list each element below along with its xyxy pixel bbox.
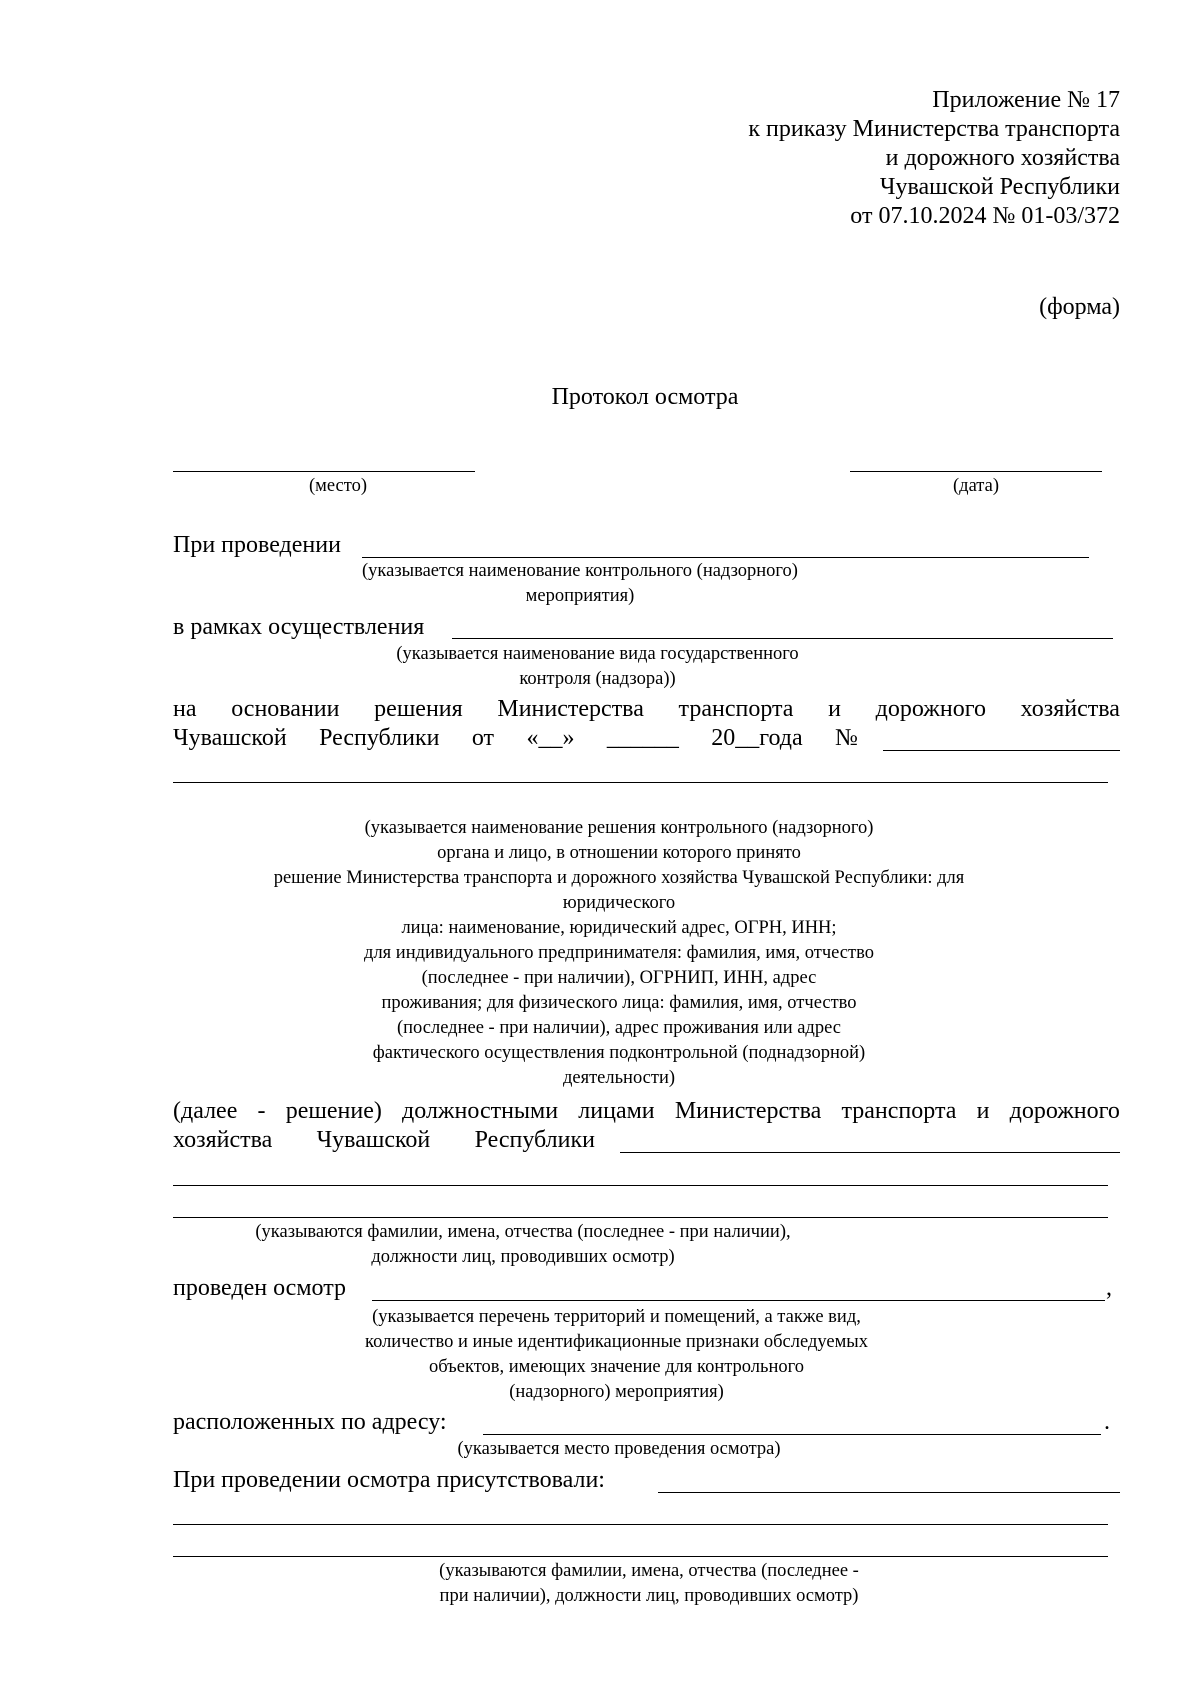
decision-month[interactable]: ______: [606, 725, 679, 751]
control-type-field-line[interactable]: [452, 638, 1113, 639]
address-caption: (указывается место проведения осмотра): [457, 1439, 781, 1459]
word: решение): [285, 1098, 382, 1124]
word: №: [835, 725, 858, 751]
inspection-label: проведен осмотр: [173, 1275, 346, 1301]
inspection-comma: ,: [1106, 1275, 1112, 1301]
address-label: расположенных по адресу:: [173, 1409, 447, 1435]
caption-line: решение Министерства транспорта и дорожного хозяйства Чувашской Республики: для: [273, 868, 965, 888]
officials-field-line-1[interactable]: [620, 1152, 1120, 1153]
form-label: (форма): [1039, 294, 1120, 320]
word: Министерства: [497, 696, 644, 722]
officials-field-line-3[interactable]: [173, 1217, 1108, 1218]
attendees-field-line-2[interactable]: [173, 1524, 1108, 1525]
word: и: [976, 1098, 990, 1124]
caption-line: для индивидуального предпринимателя: фамилия, имя, отчество: [364, 943, 874, 963]
caption-line: (последнее - при наличии), ОГРНИП, ИНН, адрес: [421, 968, 817, 988]
caption-line: лица: наименование, юридический адрес, ОГРН, ИНН;: [401, 918, 837, 938]
word: Чувашской: [316, 1127, 431, 1153]
control-type-caption-2: контроля (надзора)): [519, 669, 676, 689]
page-title: Протокол осмотра: [551, 384, 739, 410]
control-type-label: в рамках осуществления: [173, 614, 425, 640]
word: решения: [374, 696, 463, 722]
address-field-line[interactable]: [483, 1434, 1101, 1435]
officials-field-line-2[interactable]: [173, 1185, 1108, 1186]
decision-basis-line-1: [173, 697, 1120, 721]
event-caption-1: (указывается наименование контрольного (надзорного): [362, 561, 798, 581]
decision-basis-line-2: [173, 726, 858, 750]
inspection-field-line[interactable]: [372, 1300, 1105, 1301]
word: дорожного: [875, 696, 986, 722]
event-name-field-line[interactable]: [362, 557, 1089, 558]
word: основании: [231, 696, 340, 722]
date-caption: (дата): [953, 476, 999, 496]
word: -: [257, 1098, 266, 1124]
officials-line-1: [173, 1099, 1120, 1123]
word: Республики: [474, 1127, 595, 1153]
caption-line: (указывается перечень территорий и помещений, а также вид,: [372, 1307, 861, 1327]
word: хозяйства: [1020, 696, 1120, 722]
caption-line: объектов, имеющих значение для контрольного: [428, 1357, 805, 1377]
word: лицами: [578, 1098, 655, 1124]
word: на: [173, 696, 197, 722]
word: транспорта: [841, 1098, 957, 1124]
caption-line: фактического осуществления подконтрольной (поднадзорной): [372, 1043, 866, 1063]
word: Чувашской: [173, 725, 287, 751]
attendees-field-line-1[interactable]: [658, 1492, 1120, 1493]
decision-number-field-line[interactable]: [883, 750, 1120, 751]
caption-line: (последнее - при наличии), адрес проживания или адрес: [397, 1018, 841, 1038]
address-period: .: [1104, 1409, 1110, 1435]
word: и: [828, 696, 841, 722]
word: Министерства: [674, 1098, 822, 1124]
caption-line: (надзорного) мероприятия): [509, 1382, 724, 1402]
attendees-field-line-3[interactable]: [173, 1556, 1108, 1557]
region-name: Чувашской Республики: [879, 174, 1120, 200]
inspection-caption-block: [173, 1307, 1120, 1407]
attendees-caption-1: (указываются фамилии, имена, отчества (последнее -: [439, 1561, 859, 1581]
attendees-label: При проведении осмотра присутствовали:: [173, 1467, 605, 1493]
caption-line: проживания; для физического лица: фамилия, имя, отчество: [381, 993, 857, 1013]
caption-line: органа и лицо, в отношении которого принято: [437, 843, 801, 863]
officials-caption-2: должности лиц, проводивших осмотр): [371, 1247, 675, 1267]
word: (далее: [173, 1098, 238, 1124]
place-caption: (место): [308, 476, 367, 496]
word: Республики: [319, 725, 440, 751]
order-date-number: от 07.10.2024 № 01-03/372: [850, 203, 1120, 229]
word: дорожного: [1009, 1098, 1120, 1124]
caption-line: количество и иные идентификационные признаки обследуемых: [365, 1332, 868, 1352]
order-reference: к приказу Министерства транспорта: [748, 116, 1120, 142]
officials-caption-1: (указываются фамилии, имена, отчества (последнее - при наличии),: [255, 1222, 791, 1242]
caption-line: юридического: [562, 893, 676, 913]
decision-day[interactable]: «__»: [526, 725, 575, 751]
event-label: При проведении: [173, 532, 341, 558]
officials-line-2: [173, 1128, 595, 1152]
caption-line: (указывается наименование решения контрольного (надзорного): [364, 818, 874, 838]
caption-line: деятельности): [562, 1068, 676, 1088]
ministry-name: и дорожного хозяйства: [885, 145, 1120, 171]
word: хозяйства: [173, 1127, 273, 1153]
attendees-caption-2: при наличии), должности лиц, проводивших осмотр): [439, 1586, 859, 1606]
decision-name-field-line[interactable]: [173, 782, 1108, 783]
place-field-line[interactable]: [173, 471, 475, 472]
word: транспорта: [678, 696, 794, 722]
control-type-caption-1: (указывается наименование вида государственного: [396, 644, 799, 664]
decision-caption-block: [173, 818, 1120, 1093]
word: должностными: [402, 1098, 559, 1124]
decision-year[interactable]: 20__года: [711, 725, 803, 751]
annex-number: Приложение № 17: [932, 87, 1120, 113]
event-caption-2: мероприятия): [525, 586, 635, 606]
date-field-line[interactable]: [850, 471, 1102, 472]
word: от: [471, 725, 495, 751]
